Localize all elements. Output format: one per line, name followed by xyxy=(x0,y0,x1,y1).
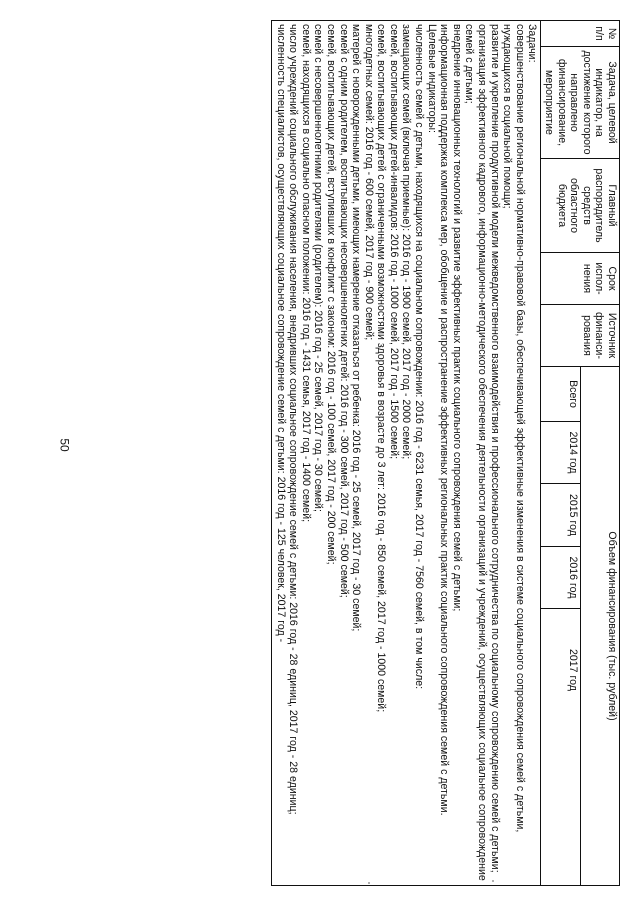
indicator-item: семей с несовершеннолетними родителями (родителем): 2016 год - 25 семей, 2017 год - 30 семей; xyxy=(312,24,325,512)
task-item: организация эффективного кадрового, информационно-методического обеспечения деятельности организаций и учреждений, осуществляющих социальное сопровождение семей с детьми; xyxy=(463,24,489,881)
scan-speck xyxy=(492,880,494,882)
task-item: информационная поддержка комплекса мер, обобщение и распространение эффективных региональных практик социального сопровождения семей с детьми. xyxy=(438,24,451,816)
tasks-indicators-cell xyxy=(271,21,540,886)
indicator-item: семей, воспитывающих детей, вступивших в конфликт с законом: 2016 год - 100 семей, 2017 год - 200 семей; xyxy=(324,24,337,565)
indicator-item: многодетных семей: 2016 год - 600 семей, 2017 год - 900 семей; xyxy=(362,24,375,341)
financing-table xyxy=(271,20,620,886)
rotated-page xyxy=(180,20,620,885)
subheader-2016: 2016 год xyxy=(541,547,580,609)
indicator-item: число учреждений социального обслуживания населения, внедривших социальное сопровождение семей с детьми: 2016 год - 28 единиц, 2017 год - 28 единиц; xyxy=(287,24,300,815)
header-volume: Объем финансирования (тыс. рублей) xyxy=(580,367,619,886)
page-number: 50 xyxy=(57,438,72,452)
tasks-heading: Задачи: xyxy=(526,24,539,63)
subheader-2015: 2015 год xyxy=(541,484,580,547)
indicator-item: семей, находящихся в социально опасном положении: 2016 год - 1431 семья, 2017 год - 1400 семей; xyxy=(299,24,312,523)
header-term: Срок испол-нения xyxy=(541,253,620,305)
header-source: Источник финанси-рования xyxy=(541,305,620,367)
indicator-item: замещающих семей (включая приемные): 2016 год - 1900 семей, 2017 год - 2000 семей; xyxy=(400,24,413,460)
indicator-item: матерей с новорожденными детьми, имеющих намерение отказаться от ребенка: 2016 год - 25 семей, 2017 год - 30 семей; xyxy=(350,24,363,632)
indicator-item: численность специалистов, осуществляющих социальное сопровождение семей с детьми: 2016 год - 125 человек, 2017 год - xyxy=(274,24,287,643)
header-task: Задача, целевой индикатор, на достижение которого направлено финансирование, мероприятие xyxy=(541,47,620,159)
indicators-heading: Целевые индикаторы: xyxy=(425,24,438,133)
body-row xyxy=(271,21,540,886)
indicator-item: численность семей с детьми, находящихся на социальном сопровождении: 2016 год - 6231 семья, 2017 год - 7560 семей, в том числе: xyxy=(413,24,426,690)
header-num: № п/п xyxy=(541,21,620,47)
indicator-item: семей с одним родителем, воспитывающих несовершеннолетних детей: 2016 год - 300 семей, 2017 год - 500 семей; xyxy=(337,24,350,598)
header-row xyxy=(580,21,619,886)
task-item: внедрение инновационных технологий и развитие эффективных практик социального сопровождения семей с детьми; xyxy=(450,24,463,612)
subheader-total: Всего xyxy=(541,367,580,422)
subheader-2014: 2014 год xyxy=(541,422,580,484)
task-item: совершенствование региональной нормативно-правовой базы, обеспечивающей эффективные изменения в системе социального сопровождения семей с детьми, нуждающихся в социальной помощи; xyxy=(501,24,526,833)
indicator-item: семей, воспитывающих детей с ограниченными возможностями здоровья в возрасте до 3 лет: 2016 год - 850 семей, 2017 год - 1000 семей; xyxy=(375,24,388,713)
header-manager: Главный распорядитель средств областного бюджета xyxy=(541,159,620,253)
indicator-item: семей, воспитывающих детей-инвалидов: 2016 год - 1000 семей, 2017 год - 1500 семей; xyxy=(387,24,400,460)
scan-speck xyxy=(368,882,370,884)
subheader-2017: 2017 год xyxy=(541,609,580,886)
task-item: развитие и укрепление продуктивной модели межведомственного взаимодействия и профессионального сотрудничества по социальному сопровождению семей с детьми; xyxy=(488,24,501,873)
